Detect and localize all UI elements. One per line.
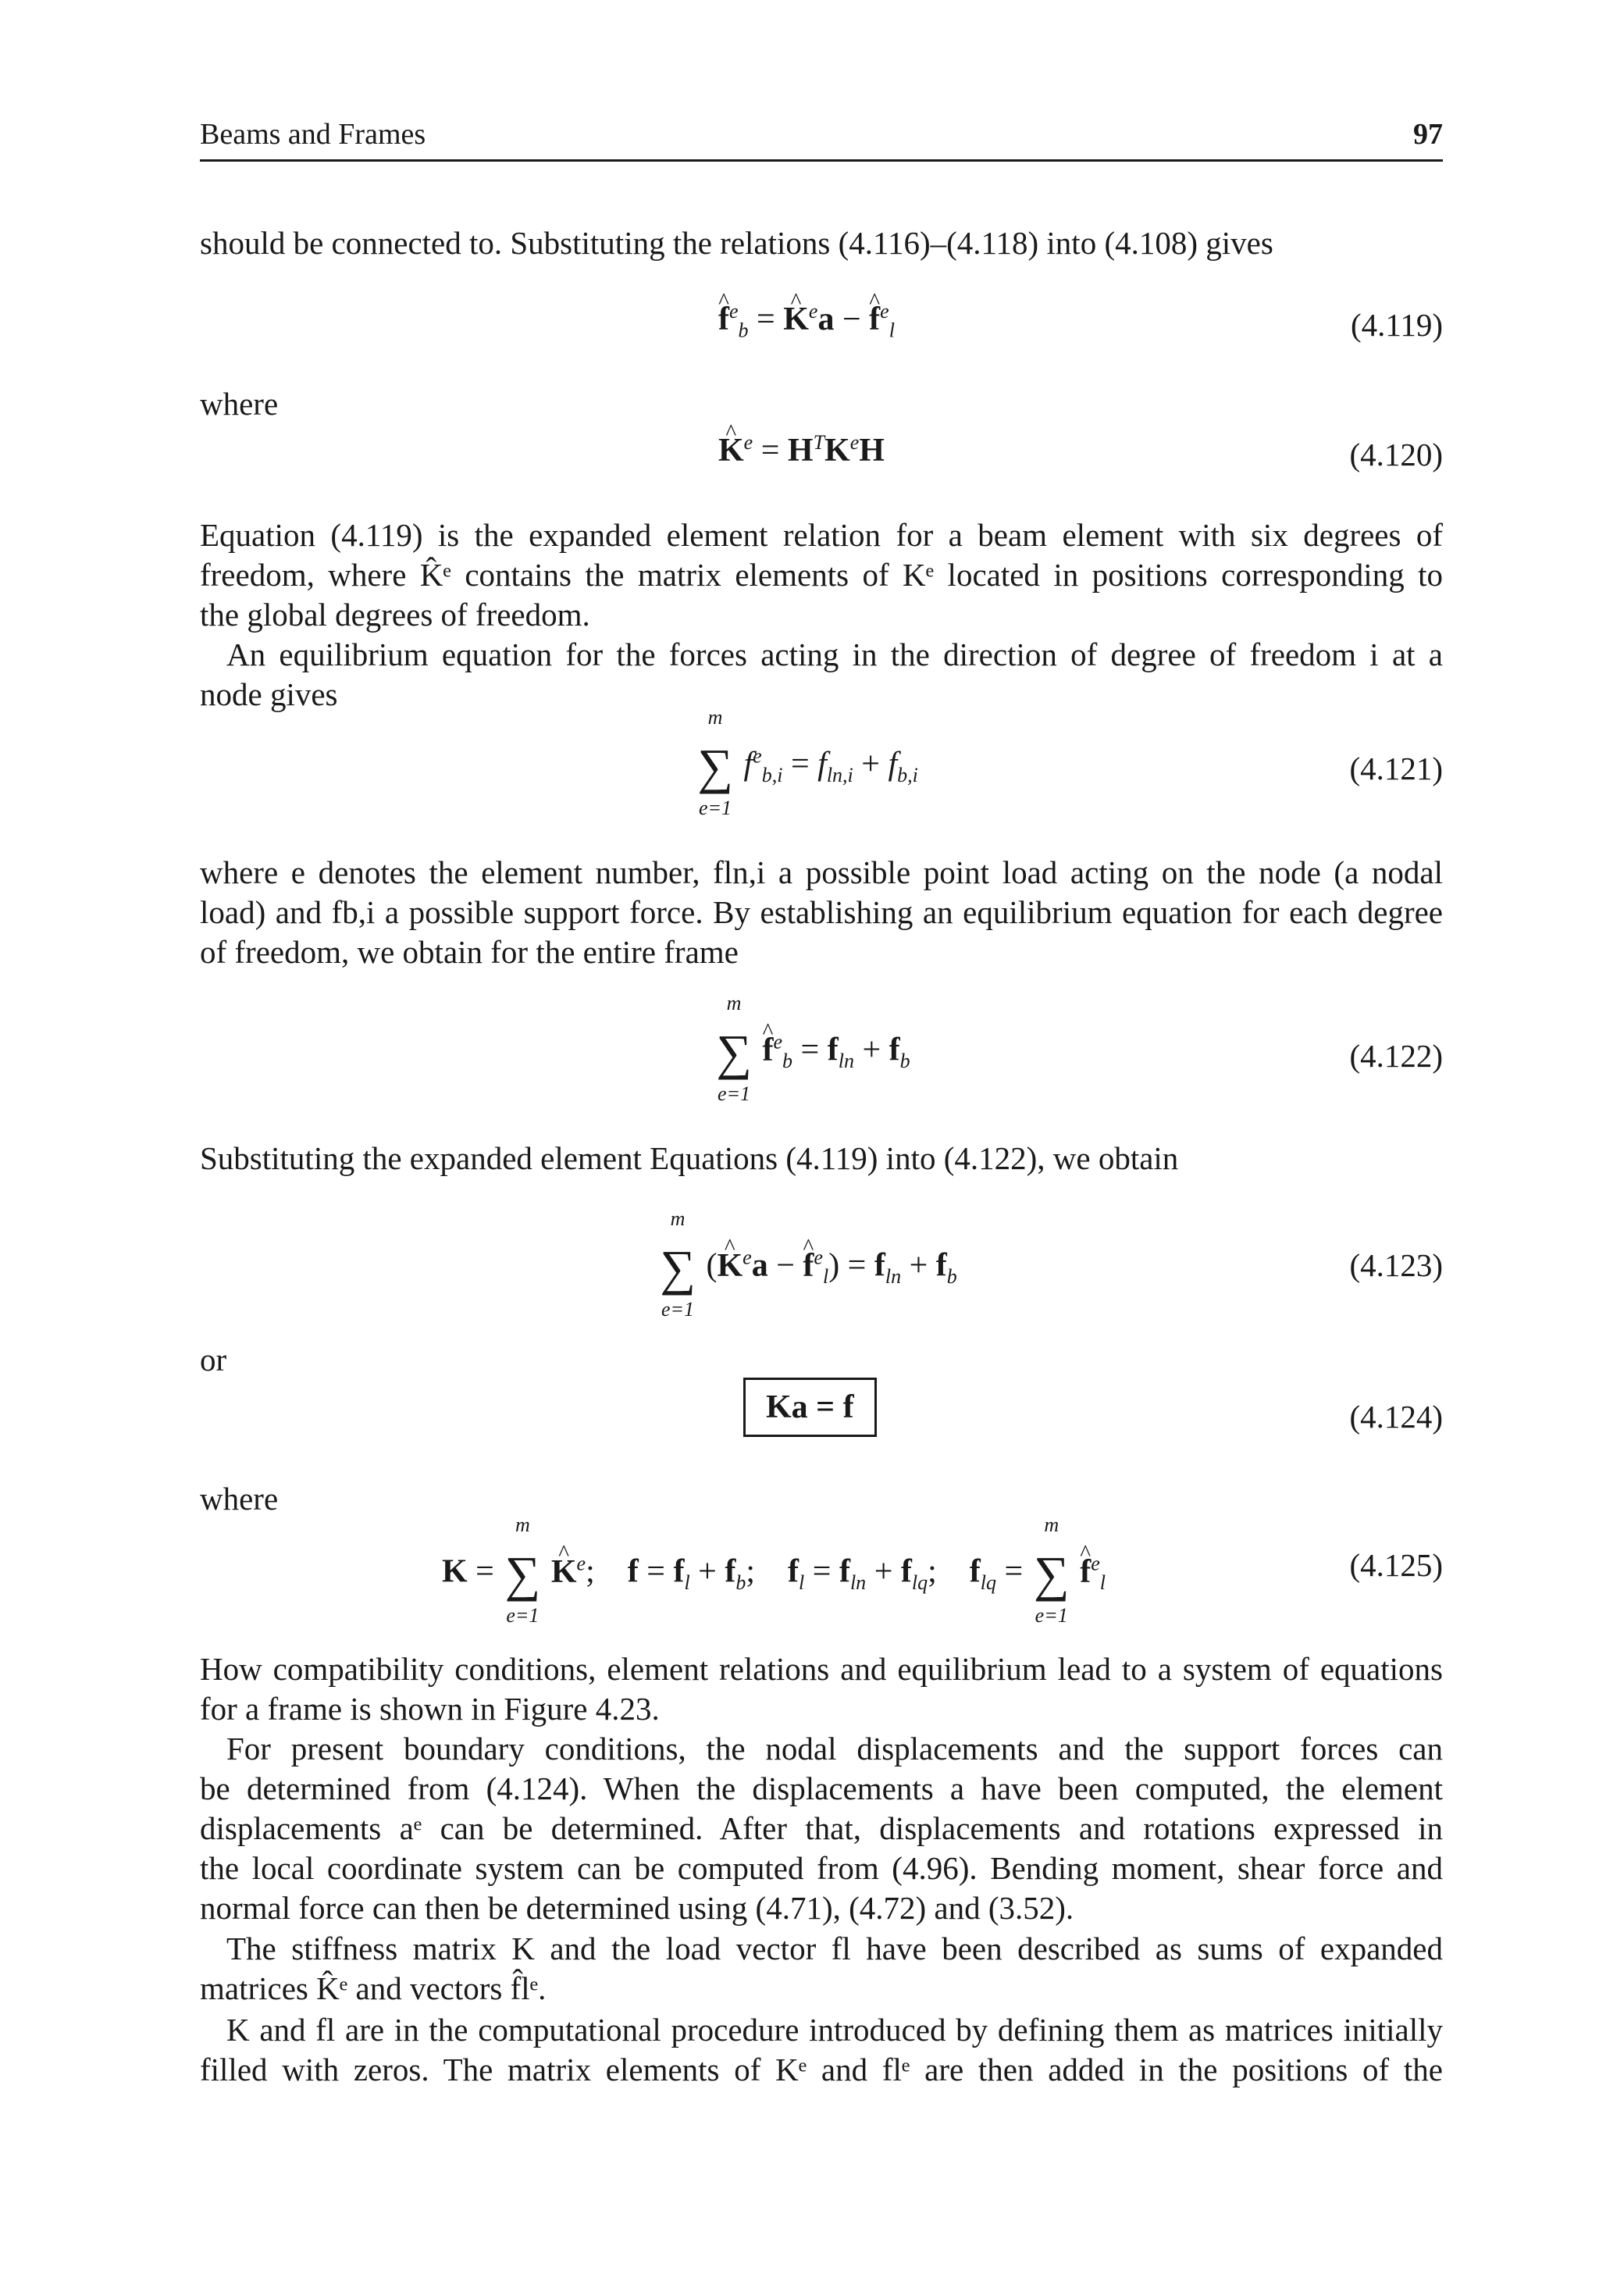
text-line: should be connected to. Substituting the relations (4.116)–(4.118) into (4.108) gives [200,225,1273,261]
page-number: 97 [1413,118,1443,151]
equation-4-125: K = m ∑ e=1 ^ $K^e$; $f = f_l + f_b$; $f_l = f_{ln} + f_{lq}$; $f_{lq}$ = m ∑ e=1 ^ $f^e_l$ [442,1549,1106,1599]
text-line: For present boundary conditions, the nodal displacements and the support forces can [226,1731,1443,1767]
paragraph-7 [200,1729,1443,1928]
equation-number: (4.125) [1349,1547,1443,1583]
paragraph-8 [200,1929,1443,2009]
paragraph-2 [200,515,1443,635]
equation-number: (4.123) [1349,1247,1443,1283]
equation-4-120: ^ $K^e = H^TK^eH$ [718,434,885,467]
equation-number: (4.120) [1349,437,1443,472]
paragraph-1 [200,223,1443,263]
text-line: Substituting the expanded element Equations (4.119) into (4.122), we obtain [200,1140,1179,1176]
equation-4-119: ^ $f^e_b$ = ^ $K^ea$ − ^ $f^e_l$ [718,303,895,336]
text-line: filled with zeros. The matrix elements of Kᵉ and flᵉ are then added in the positions of the [200,2052,1443,2087]
running-title: Beams and Frames [200,118,426,151]
equation-4-124 [743,1378,877,1437]
text-line: Equation (4.119) is the expanded element relation for a beam element with six degrees of [200,517,1443,553]
summation-sign: m ∑ e=1 [504,1513,541,1627]
paragraph-9 [200,2010,1443,2090]
equation-number: (4.124) [1349,1399,1443,1435]
boxed-equation: Ka = f [743,1378,877,1437]
text-line: K and fl are in the computational procedure introduced by defining them as matrices initially [226,2012,1443,2048]
where-label-2: where [200,1481,279,1517]
or-label: or [200,1342,227,1378]
text-line: The stiffness matrix K and the load vector fl have been described as sums of expanded [226,1931,1443,1966]
paragraph-5 [200,1139,1443,1178]
text-line: node gives [200,676,338,712]
text-line: How compatibility conditions, element relations and equilibrium lead to a system of equations [200,1651,1443,1687]
paragraph-4 [200,853,1443,972]
equation-number: (4.119) [1350,307,1443,343]
text-line: An equilibrium equation for the forces acting in the direction of degree of freedom i at a [226,636,1443,672]
text-line: freedom, where K̂ᵉ contains the matrix elements of Kᵉ located in positions corresponding to [200,557,1443,593]
summation-sign: m ∑ e=1 [660,1207,696,1321]
equation-4-121: m ∑ e=1 $f^e_{b,i} = f_{ln,i} + f_{b,i}$ [695,742,918,792]
where-label-1: where [200,386,279,422]
text-line: for a frame is shown in Figure 4.23. [200,1691,660,1727]
text-line: of freedom, we obtain for the entire frame [200,934,739,970]
equation-4-123: m ∑ e=1 (^ $K^ea$ − ^ $f^e_l) = f_{ln} + f_b$ [657,1243,957,1293]
text-line: be determined from (4.124). When the displacements a have been computed, the element [200,1770,1443,1806]
equation-number: (4.122) [1349,1038,1443,1074]
equation-number: (4.121) [1349,750,1443,786]
text-line: matrices K̂ᵉ and vectors f̂lᵉ. [200,1970,547,2006]
text-line: the global degrees of freedom. [200,597,590,633]
summation-sign: m ∑ e=1 [697,706,733,819]
text-line: displacements aᵉ can be determined. After that, displacements and rotations expressed in [200,1810,1443,1846]
header-rule [200,159,1443,162]
equation-4-122: m ∑ e=1 ^ $f^e_b = f_{ln} + f_b$ [714,1028,910,1078]
summation-sign: m ∑ e=1 [716,992,752,1105]
summation-sign: m ∑ e=1 [1033,1513,1070,1627]
paragraph-6 [200,1649,1443,1729]
text-line: the local coordinate system can be computed from (4.96). Bending moment, shear force and [200,1850,1443,1886]
running-header [200,117,1443,161]
paragraph-3 [200,635,1443,715]
text-line: load) and fb,i a possible support force. By establishing an equilibrium equation for each degree [200,894,1443,930]
text-line: where e denotes the element number, fln,i a possible point load acting on the node (a nodal [200,854,1443,890]
text-line: normal force can then be determined using (4.71), (4.72) and (3.52). [200,1890,1074,1926]
